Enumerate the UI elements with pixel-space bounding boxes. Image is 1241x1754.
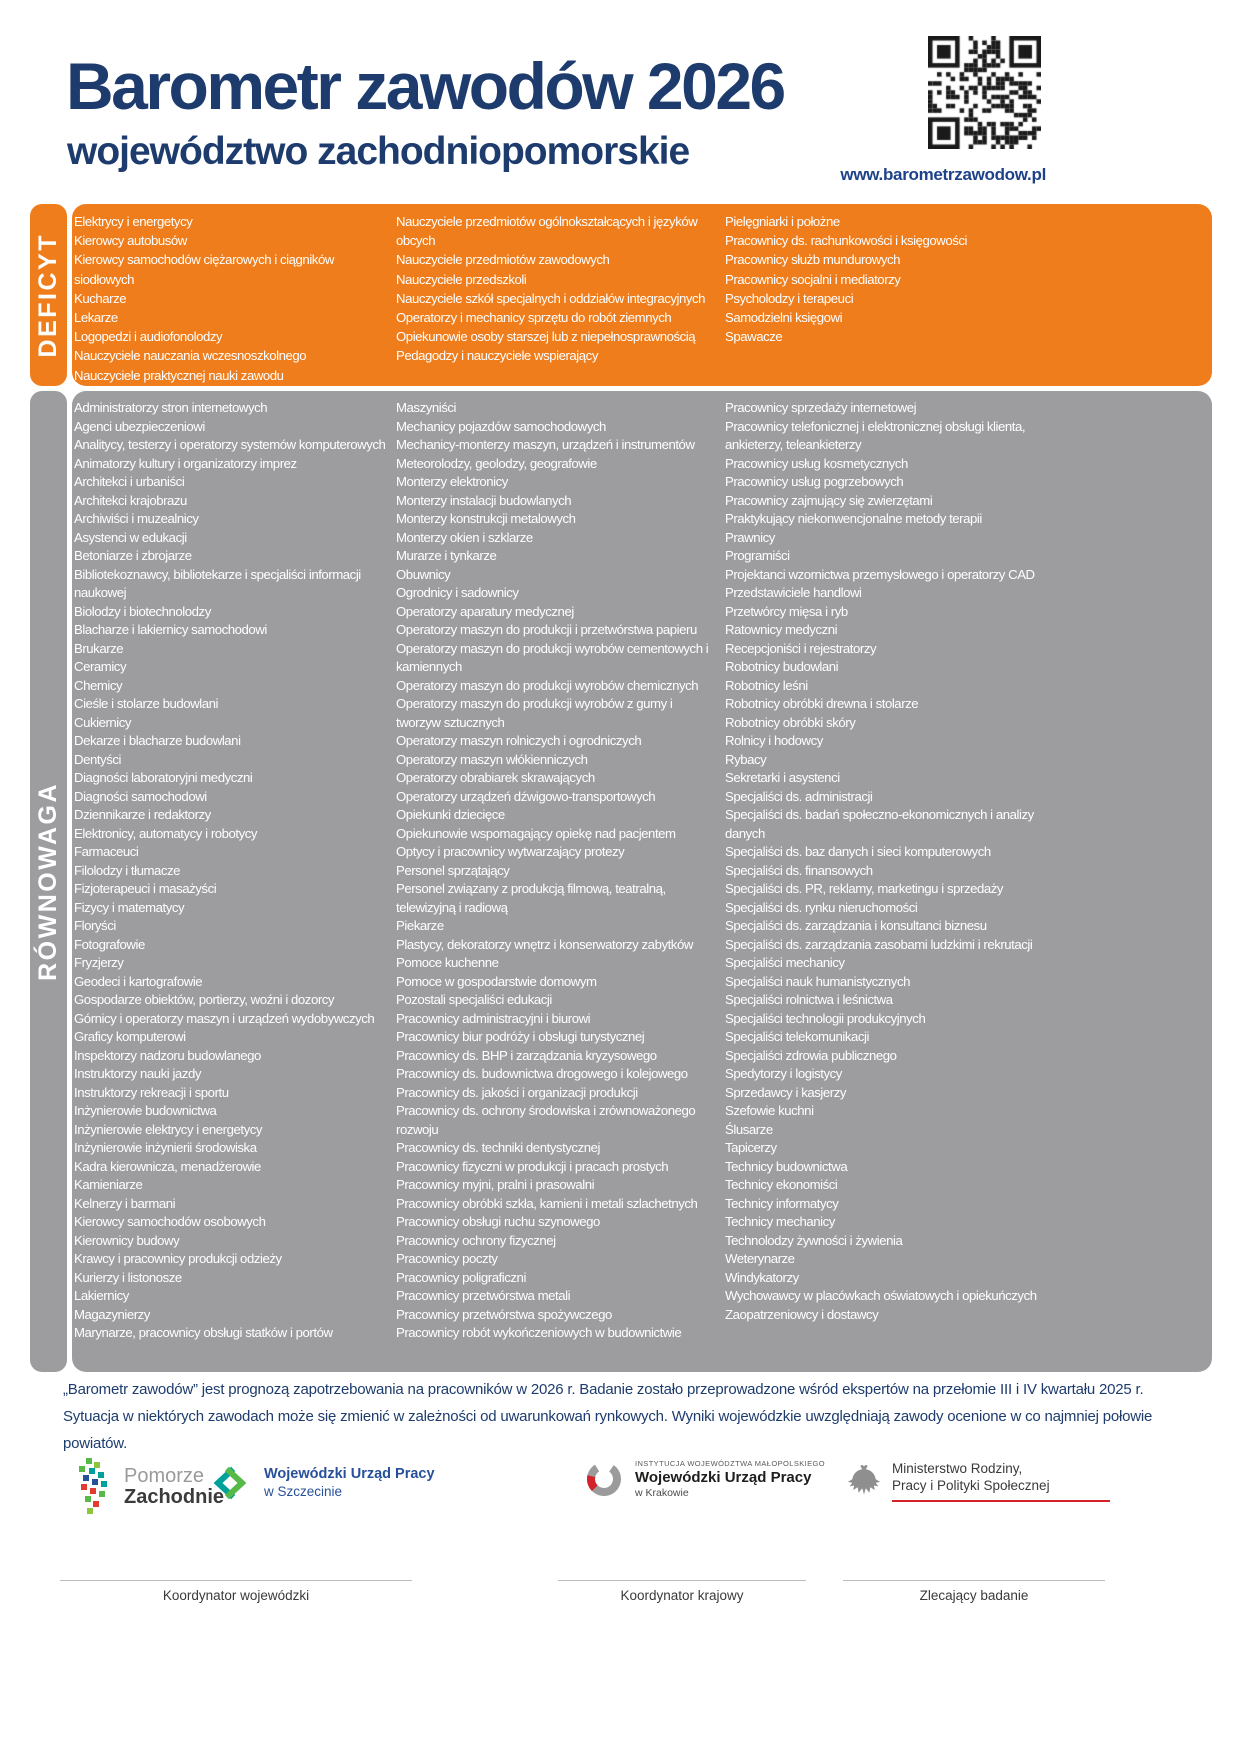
occupation-item: Magazynierzy <box>74 1306 150 1322</box>
divider-left <box>60 1580 412 1581</box>
occupation-item: Maszyniści <box>396 400 456 415</box>
occupation-item: Obuwnicy <box>396 566 451 582</box>
occupation-item: Sprzedawcy i kasjerzy <box>725 1084 847 1100</box>
deficit-column-3 <box>725 212 1055 378</box>
occupation-item: Kierowcy samochodów osobowych <box>74 1214 266 1229</box>
occupation-item: Robotnicy obróbki skóry <box>725 714 856 730</box>
logo-ministry-line-2: Pracy i Polityki Społecznej <box>892 1478 1050 1493</box>
occupation-item: Robotnicy obróbki drewna i stolarze <box>725 696 919 711</box>
occupation-item: Pracownicy ds. budownictwa drogowego i kolejowego <box>396 1066 688 1081</box>
occupation-item: Ślusarze <box>725 1121 773 1137</box>
occupation-item: Pozostali specjaliści edukacji <box>396 992 552 1007</box>
page-subtitle: województwo zachodniopomorskie <box>67 130 690 173</box>
occupation-item: Wychowawcy w placówkach oświatowych i opiekuńczych <box>725 1288 1037 1303</box>
logo-wup-krakow-caption: INSTYTUCJA WOJEWÓDZTWA MAŁOPOLSKIEGO <box>635 1459 825 1468</box>
deficit-column-1 <box>74 212 396 383</box>
caption-koordynator-wojewodzki: Koordynator wojewódzki <box>162 1588 310 1603</box>
occupation-item: Nauczyciele nauczania wczesnoszkolnego <box>74 348 307 364</box>
occupation-item: Elektronicy, automatycy i robotycy <box>74 825 258 841</box>
occupation-item: Pracownicy sprzedaży internetowej <box>725 400 917 415</box>
eagle-emblem-icon <box>846 1462 882 1500</box>
occupation-item: Logopedzi i audiofonolodzy <box>74 329 223 345</box>
occupation-item: Spawacze <box>725 329 783 345</box>
logo-ministry <box>846 1460 1110 1502</box>
occupation-item: Specjaliści nauk humanistycznych <box>725 973 910 989</box>
occupation-item: Weterynarze <box>725 1251 795 1266</box>
occupation-item: Operatorzy urządzeń dźwigowo-transportowych <box>396 788 656 804</box>
occupation-item: Pracownicy administracyjni i biurowi <box>396 1010 591 1026</box>
occupation-item: Krawcy i pracownicy produkcji odzieży <box>74 1251 282 1266</box>
occupation-item: Mechanicy-monterzy maszyn, urządzeń i instrumentów <box>396 437 695 452</box>
caption-koordynator-krajowy: Koordynator krajowy <box>620 1588 744 1603</box>
page-title: Barometr zawodów 2026 <box>66 49 784 123</box>
balance-label: RÓWNOWAGA <box>34 782 62 981</box>
occupation-item: Bibliotekoznawcy, bibliotekarze i specjaliści informacji naukowej <box>74 566 361 600</box>
occupation-item: Analitycy, testerzy i operatorzy systemów komputerowych <box>74 437 386 452</box>
footnote-line-1: „Barometr zawodów” jest prognozą zapotrzebowania na pracowników w 2026 r. Badanie zostało przeprowadzone wśród ekspertów na przełomie III i IV kwartału 2025 r. <box>63 1381 1144 1398</box>
occupation-item: Inżynierowie elektrycy i energetycy <box>74 1121 263 1137</box>
occupation-item: Betoniarze i zbrojarze <box>74 548 192 563</box>
occupation-item: Pomoce w gospodarstwie domowym <box>396 973 597 989</box>
footnote-line-2: Sytuacja w niektórych zawodach może się zmienić w zależności od uwarunkowań rynkowych. Wyniki wojewódzkie uwzględniają zawody ocenione w co najmniej połowie powiatów. <box>63 1408 1153 1452</box>
occupation-item: Specjaliści technologii produkcyjnych <box>725 1010 926 1026</box>
occupation-item: Pracownicy ds. jakości i organizacji produkcji <box>396 1084 638 1100</box>
occupation-item: Kelnerzy i barmani <box>74 1195 176 1211</box>
deficit-label: DEFICYT <box>34 232 62 358</box>
occupation-item: Asystenci w edukacji <box>74 529 187 545</box>
occupation-item: Graficy komputerowi <box>74 1029 186 1044</box>
occupation-item: Chemicy <box>74 677 123 693</box>
divider-right <box>843 1580 1105 1581</box>
occupation-item: Elektrycy i energetycy <box>74 214 193 229</box>
occupation-item: Optycy i pracownicy wytwarzający protezy <box>396 844 625 859</box>
occupation-item: Technicy mechanicy <box>725 1214 835 1229</box>
occupation-item: Fotografowie <box>74 936 145 952</box>
occupation-item: Instruktorzy rekreacji i sportu <box>74 1084 229 1100</box>
occupation-item: Ceramicy <box>74 659 127 674</box>
logo-ministry-text <box>892 1460 1110 1502</box>
occupation-item: Operatorzy maszyn rolniczych i ogrodniczych <box>396 733 642 748</box>
occupation-item: Fryzjerzy <box>74 955 124 970</box>
occupation-item: Operatorzy maszyn włókienniczych <box>396 751 588 767</box>
occupation-item: Kurierzy i listonosze <box>74 1269 182 1285</box>
footnote <box>63 1376 1183 1457</box>
occupation-item: Technicy budownictwa <box>725 1158 848 1174</box>
occupation-item: Samodzielni księgowi <box>725 310 843 326</box>
occupation-item: Floryści <box>74 918 116 933</box>
occupation-item: Przetwórcy mięsa i ryb <box>725 603 848 619</box>
logo-pomorze-line-2: Zachodnie <box>124 1486 225 1508</box>
qr-code <box>928 36 1041 149</box>
occupation-item: Specjaliści ds. PR, reklamy, marketingu i sprzedaży <box>725 881 1004 896</box>
occupation-item: Górnicy i operatorzy maszyn i urządzeń wydobywczych <box>74 1010 375 1026</box>
balance-column-2 <box>396 399 725 1364</box>
occupation-item: Pracownicy zajmujący się zwierzętami <box>725 492 933 508</box>
occupation-item: Technicy informatycy <box>725 1195 839 1211</box>
occupation-item: Mechanicy pojazdów samochodowych <box>396 418 606 434</box>
occupation-item: Windykatorzy <box>725 1269 799 1285</box>
occupation-item: Diagności laboratoryjni medyczni <box>74 770 253 785</box>
occupation-item: Dekarze i blacharze budowlani <box>74 733 241 748</box>
occupation-item: Fizjoterapeuci i masażyści <box>74 881 217 896</box>
logo-wup-krakow-line-1: Wojewódzki Urząd Pracy <box>635 1469 812 1486</box>
balance-section <box>30 391 1212 1372</box>
occupation-item: Personel sprzątający <box>396 862 510 878</box>
occupation-item: Pracownicy przetwórstwa spożywczego <box>396 1306 612 1322</box>
occupation-item: Projektanci wzornictwa przemysłowego i operatorzy CAD <box>725 566 1035 582</box>
balance-list <box>72 391 1212 1372</box>
occupation-item: Monterzy okien i szklarze <box>396 529 533 545</box>
logo-wup-szczecin-line-1: Wojewódzki Urząd Pracy <box>264 1466 435 1482</box>
occupation-item: Pedagodzy i nauczyciele wspierający <box>396 348 598 364</box>
occupation-item: Sekretarki i asystenci <box>725 770 840 785</box>
occupation-item: Inspektorzy nadzoru budowlanego <box>74 1047 261 1063</box>
logo-wup-szczecin <box>206 1466 435 1500</box>
occupation-item: Nauczyciele praktycznej nauki zawodu <box>74 367 284 383</box>
occupation-item: Fizycy i matematycy <box>74 899 185 915</box>
occupation-item: Geodeci i kartografowie <box>74 973 203 989</box>
occupation-item: Instruktorzy nauki jazdy <box>74 1066 201 1081</box>
occupation-item: Piekarze <box>396 918 444 933</box>
occupation-item: Rolnicy i hodowcy <box>725 733 823 748</box>
occupation-item: Animatorzy kultury i organizatorzy imprez <box>74 455 297 471</box>
occupation-item: Agenci ubezpieczeniowi <box>74 418 205 434</box>
occupation-item: Tapicerzy <box>725 1140 777 1155</box>
occupation-item: Specjaliści ds. rynku nieruchomości <box>725 899 918 915</box>
occupation-item: Robotnicy budowlani <box>725 659 839 674</box>
occupation-item: Cieśle i stolarze budowlani <box>74 696 218 711</box>
occupation-item: Recepcjoniści i rejestratorzy <box>725 640 877 656</box>
occupation-item: Pracownicy ochrony fizycznej <box>396 1232 556 1248</box>
occupation-item: Kierownicy budowy <box>74 1232 180 1248</box>
occupation-item: Pracownicy fizyczni w produkcji i pracach prostych <box>396 1158 669 1174</box>
occupation-item: Zaopatrzeniowcy i dostawcy <box>725 1306 879 1322</box>
occupation-item: Operatorzy i mechanicy sprzętu do robót ziemnych <box>396 310 672 326</box>
occupation-item: Filolodzy i tłumacze <box>74 862 181 878</box>
occupation-item: Pracownicy socjalni i mediatorzy <box>725 271 901 287</box>
occupation-item: Specjaliści telekomunikacji <box>725 1029 869 1044</box>
occupation-item: Nauczyciele przedmiotów ogólnokształcących i języków obcych <box>396 214 698 249</box>
occupation-item: Farmaceuci <box>74 844 139 859</box>
occupation-item: Brukarze <box>74 640 124 656</box>
occupation-item: Opiekunowie wspomagający opiekę nad pacjentem <box>396 825 676 841</box>
occupation-item: Pracownicy poligraficzni <box>396 1269 526 1285</box>
occupation-item: Operatorzy aparatury medycznej <box>396 603 574 619</box>
occupation-item: Kierowcy autobusów <box>74 233 187 249</box>
occupation-item: Praktykujący niekonwencjonalne metody terapii <box>725 511 982 526</box>
occupation-item: Gospodarze obiektów, portierzy, woźni i dozorcy <box>74 992 335 1007</box>
occupation-item: Pracownicy obróbki szkła, kamieni i metali szlachetnych <box>396 1195 698 1211</box>
occupation-item: Kucharze <box>74 290 127 306</box>
occupation-item: Specjaliści ds. finansowych <box>725 862 873 878</box>
logo-wup-krakow-line-2: w Krakowie <box>635 1487 689 1499</box>
occupation-item: Inżynierowie budownictwa <box>74 1103 217 1118</box>
deficit-section <box>30 204 1212 386</box>
occupation-item: Blacharze i lakiernicy samochodowi <box>74 622 267 637</box>
occupation-item: Monterzy konstrukcji metalowych <box>396 511 576 526</box>
occupation-item: Pracownicy biur podróży i obsługi turystycznej <box>396 1029 645 1044</box>
pomorze-griffin-dots-icon <box>74 1458 114 1516</box>
occupation-item: Rybacy <box>725 751 767 767</box>
occupation-item: Administratorzy stron internetowych <box>74 400 268 415</box>
occupation-item: Pracownicy robót wykończeniowych w budownictwie <box>396 1325 682 1340</box>
occupation-item: Operatorzy maszyn do produkcji i przetwórstwa papieru <box>396 622 697 637</box>
occupation-item: Pracownicy usług pogrzebowych <box>725 474 904 489</box>
occupation-item: Biolodzy i biotechnolodzy <box>74 603 211 619</box>
occupation-item: Pracownicy ds. ochrony środowiska i zrównoważonego rozwoju <box>396 1103 696 1137</box>
occupation-item: Dziennikarze i redaktorzy <box>74 807 211 822</box>
wup-szczecin-chevrons-icon <box>206 1466 254 1500</box>
occupation-item: Przedstawiciele handlowi <box>725 585 862 600</box>
occupation-item: Architekci i urbaniści <box>74 474 185 489</box>
website-link[interactable]: www.barometrzawodow.pl <box>840 165 1046 184</box>
occupation-item: Diagności samochodowi <box>74 788 207 804</box>
occupation-item: Marynarze, pracownicy obsługi statków i portów <box>74 1325 333 1340</box>
occupation-item: Monterzy elektronicy <box>396 474 508 489</box>
occupation-item: Pracownicy przetwórstwa metali <box>396 1288 571 1303</box>
occupation-item: Pracownicy obsługi ruchu szynowego <box>396 1214 600 1229</box>
occupation-item: Technicy ekonomiści <box>725 1177 838 1192</box>
occupation-item: Nauczyciele przedszkoli <box>396 271 527 287</box>
occupation-item: Technolodzy żywności i żywienia <box>725 1232 903 1248</box>
occupation-item: Operatorzy obrabiarek skrawających <box>396 770 595 785</box>
occupation-item: Operatorzy maszyn do produkcji wyrobów cementowych i kamiennych <box>396 640 709 674</box>
occupation-item: Lakiernicy <box>74 1288 129 1303</box>
occupation-item: Pracownicy ds. rachunkowości i księgowości <box>725 233 968 249</box>
occupation-item: Ogrodnicy i sadownicy <box>396 585 519 600</box>
occupation-item: Pracownicy myjni, pralni i prasowalni <box>396 1177 595 1192</box>
wup-krakow-swirl-icon <box>583 1458 625 1500</box>
divider-middle <box>558 1580 806 1581</box>
occupation-item: Operatorzy maszyn do produkcji wyrobów chemicznych <box>396 677 699 693</box>
deficit-label-tab <box>30 204 67 386</box>
occupation-item: Pracownicy poczty <box>396 1251 498 1266</box>
occupation-item: Ratownicy medyczni <box>725 622 838 637</box>
occupation-item: Specjaliści ds. zarządzania i konsultanci biznesu <box>725 918 987 933</box>
occupation-item: Pracownicy usług kosmetycznych <box>725 455 908 471</box>
occupation-item: Pomoce kuchenne <box>396 955 499 970</box>
occupation-item: Specjaliści ds. administracji <box>725 788 873 804</box>
logo-wup-krakow <box>583 1458 825 1500</box>
occupation-item: Psycholodzy i terapeuci <box>725 290 854 306</box>
occupation-item: Archiwiści i muzealnicy <box>74 511 199 526</box>
occupation-item: Nauczyciele szkół specjalnych i oddziałów integracyjnych <box>396 290 706 306</box>
occupation-item: Kamieniarze <box>74 1177 143 1192</box>
occupation-item: Opiekunowie osoby starszej lub z niepełnosprawnością <box>396 329 696 345</box>
caption-zlecajacy-badanie: Zlecający badanie <box>919 1588 1029 1603</box>
occupation-item: Robotnicy leśni <box>725 677 808 693</box>
deficit-list <box>72 204 1212 386</box>
occupation-item: Programiści <box>725 548 790 563</box>
occupation-item: Kadra kierownicza, menadżerowie <box>74 1158 261 1174</box>
occupation-item: Kierowcy samochodów ciężarowych i ciągników siodłowych <box>74 252 334 287</box>
occupation-item: Lekarze <box>74 310 118 326</box>
occupation-item: Architekci krajobrazu <box>74 492 187 508</box>
occupation-item: Nauczyciele przedmiotów zawodowych <box>396 252 610 268</box>
occupation-item: Specjaliści ds. badań społeczno-ekonomicznych i analizy danych <box>725 807 1034 841</box>
occupation-item: Personel związany z produkcją filmową, teatralną, telewizyjną i radiową <box>396 881 666 915</box>
logo-wup-krakow-text <box>635 1458 825 1500</box>
occupation-item: Murarze i tynkarze <box>396 548 497 563</box>
occupation-item: Pielęgniarki i położne <box>725 214 840 229</box>
occupation-item: Pracownicy służb mundurowych <box>725 252 901 268</box>
occupation-item: Prawnicy <box>725 529 775 545</box>
balance-column-3 <box>725 399 1055 1364</box>
logo-ministry-line-1: Ministerstwo Rodziny, <box>892 1461 1023 1476</box>
occupation-item: Dentyści <box>74 751 121 767</box>
deficit-column-2 <box>396 212 725 378</box>
occupation-item: Specjaliści mechanicy <box>725 955 845 970</box>
logo-pomorze-line-1: Pomorze <box>124 1465 205 1487</box>
logo-wup-szczecin-text <box>264 1466 435 1500</box>
occupation-item: Pracownicy telefonicznej i elektronicznej obsługi klienta, ankieterzy, teleankieterzy <box>725 418 1026 452</box>
occupation-item: Inżynierowie inżynierii środowiska <box>74 1140 257 1155</box>
logo-wup-szczecin-line-2: w Szczecinie <box>264 1484 343 1499</box>
balance-column-1 <box>74 399 396 1364</box>
logo-pomorze-zachodnie <box>74 1458 224 1516</box>
occupation-item: Opiekunki dziecięce <box>396 807 505 822</box>
occupation-item: Monterzy instalacji budowlanych <box>396 492 572 508</box>
occupation-item: Operatorzy maszyn do produkcji wyrobów z gumy i tworzyw sztucznych <box>396 696 673 730</box>
occupation-item: Specjaliści rolnictwa i leśnictwa <box>725 992 893 1007</box>
occupation-item: Specjaliści zdrowia publicznego <box>725 1047 897 1063</box>
occupation-item: Spedytorzy i logistycy <box>725 1066 842 1081</box>
occupation-item: Cukiernicy <box>74 714 132 730</box>
balance-label-tab <box>30 391 67 1372</box>
occupation-item: Meteorolodzy, geolodzy, geografowie <box>396 455 597 471</box>
occupation-item: Pracownicy ds. techniki dentystycznej <box>396 1140 600 1155</box>
occupation-item: Plastycy, dekoratorzy wnętrz i konserwatorzy zabytków <box>396 936 693 952</box>
occupation-item: Szefowie kuchni <box>725 1103 814 1118</box>
occupation-item: Specjaliści ds. zarządzania zasobami ludzkimi i rekrutacji <box>725 936 1033 952</box>
occupation-item: Specjaliści ds. baz danych i sieci komputerowych <box>725 844 991 859</box>
occupation-item: Pracownicy ds. BHP i zarządzania kryzysowego <box>396 1047 657 1063</box>
